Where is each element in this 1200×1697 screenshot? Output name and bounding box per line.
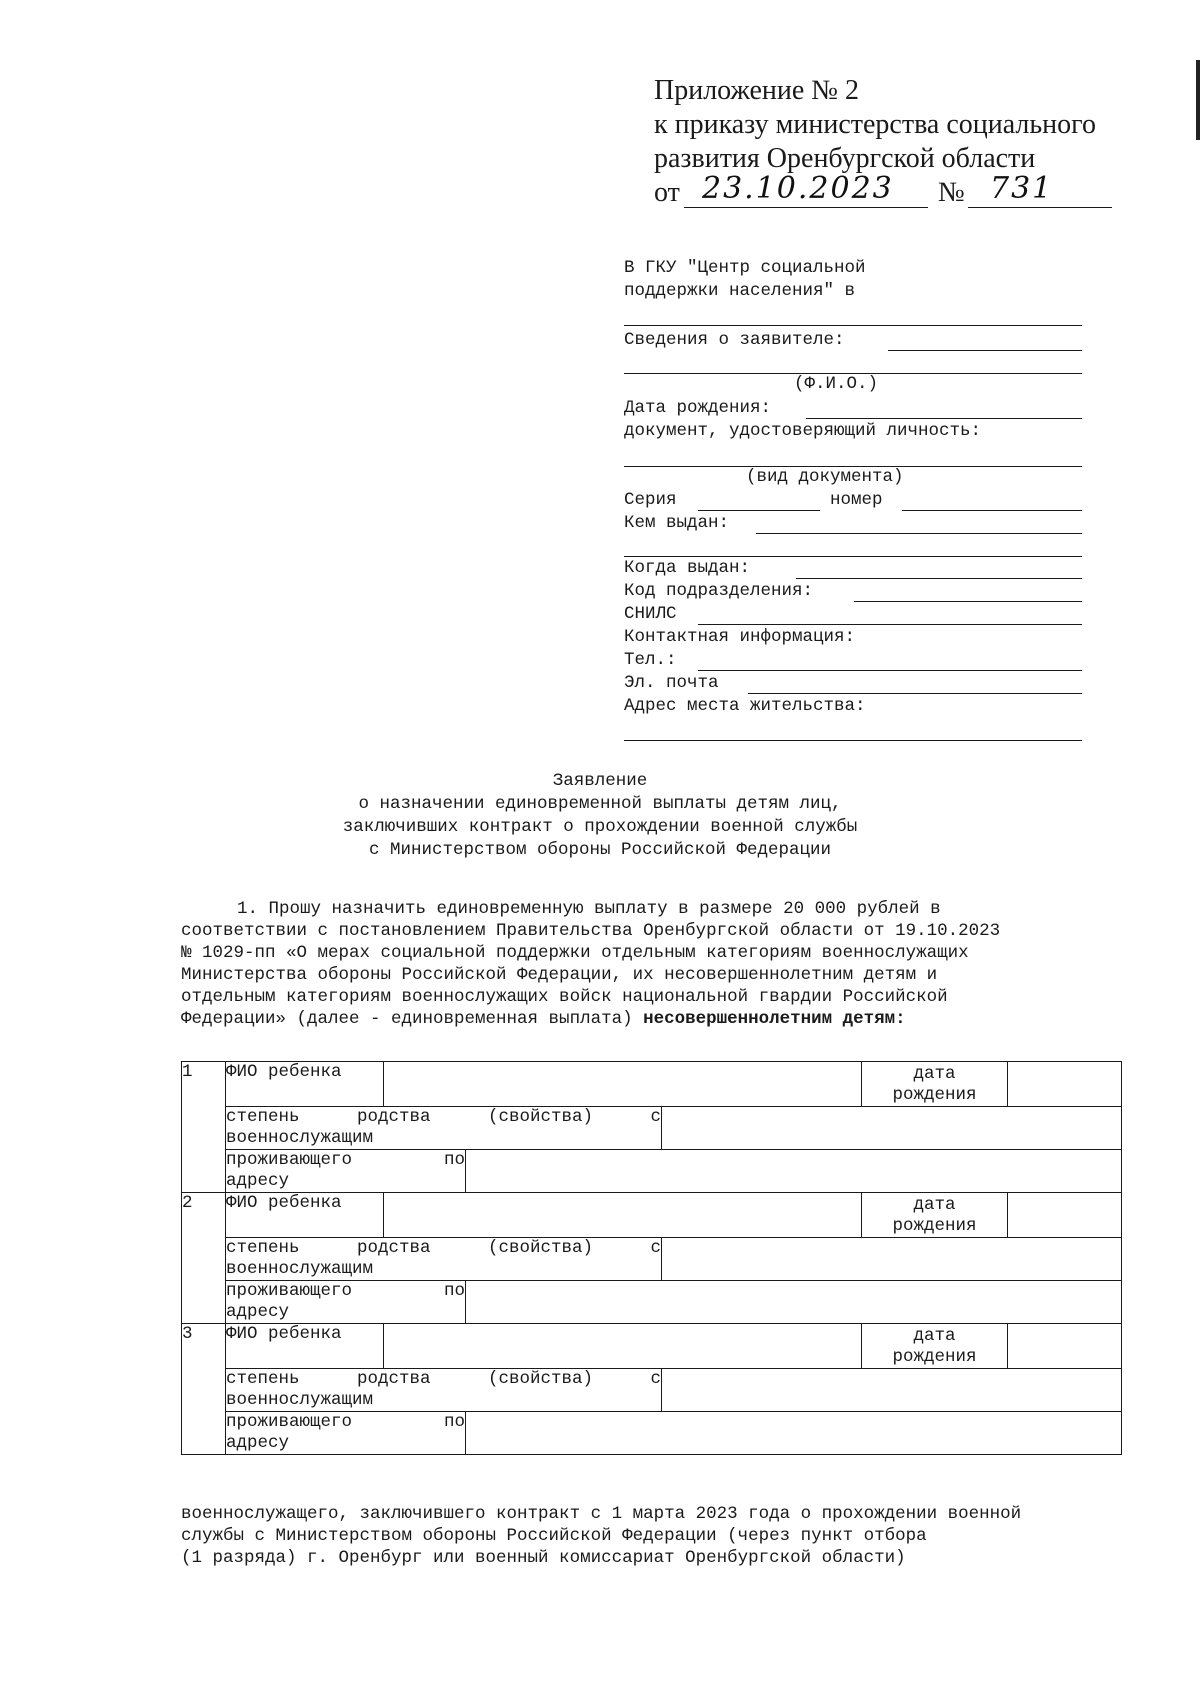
- child-birth-date-field[interactable]: [1008, 1324, 1122, 1369]
- closing-line-2: [181, 1525, 1121, 1547]
- document-type-note: (вид документа): [746, 467, 904, 487]
- child-name-label: ФИО ребенка: [226, 1324, 342, 1344]
- date-underline: [684, 207, 928, 208]
- children-table: [181, 1061, 1122, 1455]
- living-word-2: по: [443, 1412, 465, 1432]
- child-name-label: ФИО ребенка: [226, 1062, 342, 1082]
- applicant-info-field: [888, 350, 1082, 351]
- contact-info-label: Контактная информация:: [624, 627, 856, 647]
- recipient-line-2: поддержки населения" в: [624, 281, 856, 301]
- id-document-label: документ, удостоверяющий личность:: [624, 421, 982, 441]
- living-label-top: [226, 1412, 465, 1433]
- kinship-word-2: родства: [356, 1238, 431, 1258]
- issued-by-field: [756, 533, 1082, 534]
- child-birth-date-field[interactable]: [1008, 1193, 1122, 1238]
- document-title: [0, 770, 1200, 862]
- issued-when-field: [796, 578, 1082, 579]
- birth-date-label-2: рождения: [892, 1347, 977, 1367]
- living-label-top: [226, 1281, 465, 1302]
- kinship-label-top: [226, 1107, 661, 1128]
- birth-date-label-1: дата: [913, 1195, 956, 1215]
- living-word-1: проживающего: [226, 1150, 353, 1170]
- date-prefix: от: [654, 177, 680, 208]
- email-field: [748, 693, 1082, 694]
- appendix-order-line: к приказу министерства социального: [654, 109, 1096, 140]
- number-field: [902, 510, 1082, 511]
- fio-note: (Ф.И.О.): [794, 374, 879, 394]
- handwritten-number: 731: [990, 171, 1054, 206]
- closing-line-3: [181, 1547, 1121, 1569]
- appendix-title: Приложение № 2: [654, 75, 859, 106]
- living-word-3: адресу: [226, 1433, 290, 1453]
- table-row: [182, 1412, 1122, 1455]
- paragraph-line-5: [181, 986, 1121, 1008]
- child-name-label-cell: [226, 1193, 384, 1238]
- birth-date-label-2: рождения: [892, 1216, 977, 1236]
- kinship-word-2: родства: [356, 1369, 431, 1389]
- kinship-word-1: степень: [226, 1369, 300, 1389]
- title-line-1: Заявление: [552, 771, 648, 791]
- birth-date-label-1: дата: [913, 1064, 956, 1084]
- birth-date-label-cell: [862, 1062, 1008, 1107]
- division-code-label: Код подразделения:: [624, 581, 814, 601]
- kinship-word-3: (свойства): [487, 1107, 593, 1127]
- number-underline: [968, 207, 1112, 208]
- division-code-field: [854, 601, 1082, 602]
- kinship-word-4: с: [650, 1369, 661, 1389]
- birth-date-label: Дата рождения:: [624, 398, 772, 418]
- living-word-2: по: [443, 1281, 465, 1301]
- child-name-field[interactable]: [384, 1324, 862, 1369]
- snils-label: СНИЛС: [624, 604, 677, 624]
- table-row: [182, 1281, 1122, 1324]
- child-name-field[interactable]: [384, 1193, 862, 1238]
- series-field: [698, 510, 820, 511]
- recipient-line-1: В ГКУ "Центр социальной: [624, 258, 866, 278]
- child-number-cell: [182, 1193, 226, 1324]
- kinship-word-4: с: [650, 1107, 661, 1127]
- appendix-ministry-line: развития Оренбургской области: [654, 143, 1036, 174]
- child-number-cell: [182, 1062, 226, 1193]
- snils-field: [698, 624, 1082, 625]
- appendix-date-number-line: [654, 171, 1096, 214]
- paragraph-line-1-text: 1. Прошу назначить единовременную выплату в размере 20 000 рублей в: [237, 899, 941, 919]
- closing-line-3-text: (1 разряда) г. Оренбург или военный комиссариат Оренбургской области): [181, 1548, 906, 1568]
- living-word-3: адресу: [226, 1302, 290, 1322]
- recipient-blank-line: [624, 325, 1082, 326]
- paragraph-line-1: [181, 898, 1121, 920]
- child-name-label-cell: [226, 1324, 384, 1369]
- kinship-word-4: с: [650, 1238, 661, 1258]
- table-row: [182, 1107, 1122, 1150]
- kinship-word-5: военнослужащим: [226, 1259, 374, 1279]
- birth-date-label-cell: [862, 1324, 1008, 1369]
- paragraph-line-3-text: № 1029-пп «О мерах социальной поддержки отдельным категориям военнослужащих: [181, 943, 969, 963]
- kinship-label-top: [226, 1369, 661, 1390]
- title-line-3: заключивших контракт о прохождении военной службы: [342, 817, 858, 837]
- kinship-field[interactable]: [662, 1369, 1122, 1412]
- child-name-label-cell: [226, 1062, 384, 1107]
- child-number: 2: [182, 1193, 193, 1213]
- table-row: [182, 1150, 1122, 1193]
- kinship-word-5: военнослужащим: [226, 1390, 374, 1410]
- child-number-cell: [182, 1324, 226, 1455]
- table-row: [182, 1369, 1122, 1412]
- phone-field: [698, 670, 1082, 671]
- issued-by-field-2: [624, 556, 1082, 557]
- title-line-2: о назначении единовременной выплаты детям лиц,: [358, 794, 842, 814]
- kinship-word-1: степень: [226, 1238, 300, 1258]
- paragraph-line-4: [181, 964, 1121, 986]
- living-label-cell: [226, 1281, 466, 1324]
- kinship-label-cell: [226, 1107, 662, 1150]
- closing-line-2-text: службы с Министерством обороны Российской Федерации (через пункт отбора: [181, 1526, 927, 1546]
- address-field: [624, 740, 1082, 741]
- child-name-label: ФИО ребенка: [226, 1193, 342, 1213]
- paragraph-line-6-text: Федерации» (далее - единовременная выплата): [181, 1009, 633, 1029]
- living-word-1: проживающего: [226, 1281, 353, 1301]
- number-prefix: №: [938, 177, 965, 208]
- paragraph-line-6: [181, 1008, 1121, 1030]
- appendix-header: [654, 74, 1096, 214]
- kinship-field[interactable]: [662, 1107, 1122, 1150]
- number-label: номер: [830, 490, 883, 510]
- minor-children-bold: несовершеннолетним детям:: [643, 1009, 906, 1029]
- kinship-label-cell: [226, 1238, 662, 1281]
- birth-date-field: [806, 418, 1082, 419]
- kinship-word-3: (свойства): [487, 1238, 593, 1258]
- kinship-label-top: [226, 1238, 661, 1259]
- title-line-4: с Министерством обороны Российской Федерации: [368, 840, 832, 860]
- table-row: [182, 1324, 1122, 1369]
- paragraph-line-2: [181, 920, 1121, 942]
- kinship-label-cell: [226, 1369, 662, 1412]
- paragraph-line-5-text: отдельным категориям военнослужащих войск национальной гвардии Российской: [181, 987, 948, 1007]
- living-word-3: адресу: [226, 1171, 290, 1191]
- table-row: [182, 1062, 1122, 1107]
- birth-date-label-2: рождения: [892, 1085, 977, 1105]
- living-word-1: проживающего: [226, 1412, 353, 1432]
- paragraph-line-2-text: соответствии с постановлением Правительства Оренбургской области от 19.10.2023: [181, 921, 1001, 941]
- kinship-field[interactable]: [662, 1238, 1122, 1281]
- scan-edge-shadow: [1196, 60, 1200, 140]
- address-label: Адрес места жительства:: [624, 696, 866, 716]
- living-word-2: по: [443, 1150, 465, 1170]
- address-field[interactable]: [466, 1281, 1122, 1324]
- closing-paragraph: [181, 1503, 1121, 1569]
- request-paragraph: [181, 898, 1121, 1030]
- child-birth-date-field[interactable]: [1008, 1062, 1122, 1107]
- applicant-info-label: Сведения о заявителе:: [624, 330, 845, 350]
- closing-line-1-text: военнослужащего, заключившего контракт с 1 марта 2023 года о прохождении военной: [181, 1504, 1022, 1524]
- kinship-word-1: степень: [226, 1107, 300, 1127]
- child-number: 1: [182, 1062, 193, 1082]
- kinship-word-5: военнослужащим: [226, 1128, 374, 1148]
- child-number: 3: [182, 1324, 193, 1344]
- child-name-field[interactable]: [384, 1062, 862, 1107]
- kinship-word-2: родства: [356, 1107, 431, 1127]
- email-label: Эл. почта: [624, 673, 719, 693]
- address-field[interactable]: [466, 1150, 1122, 1193]
- paragraph-line-4-text: Министерства обороны Российской Федерации, их несовершеннолетним детям и: [181, 965, 938, 985]
- living-label-cell: [226, 1412, 466, 1455]
- birth-date-label-1: дата: [913, 1326, 956, 1346]
- series-label: Серия: [624, 490, 677, 510]
- handwritten-date: 23.10.2023: [702, 171, 894, 206]
- table-row: [182, 1193, 1122, 1238]
- issued-when-label: Когда выдан:: [624, 558, 751, 578]
- living-label-top: [226, 1150, 465, 1171]
- issued-by-label: Кем выдан:: [624, 513, 730, 533]
- paragraph-line-3: [181, 942, 1121, 964]
- birth-date-label-cell: [862, 1193, 1008, 1238]
- phone-label: Тел.:: [624, 650, 677, 670]
- table-row: [182, 1238, 1122, 1281]
- closing-line-1: [181, 1503, 1121, 1525]
- kinship-word-3: (свойства): [487, 1369, 593, 1389]
- address-field[interactable]: [466, 1412, 1122, 1455]
- living-label-cell: [226, 1150, 466, 1193]
